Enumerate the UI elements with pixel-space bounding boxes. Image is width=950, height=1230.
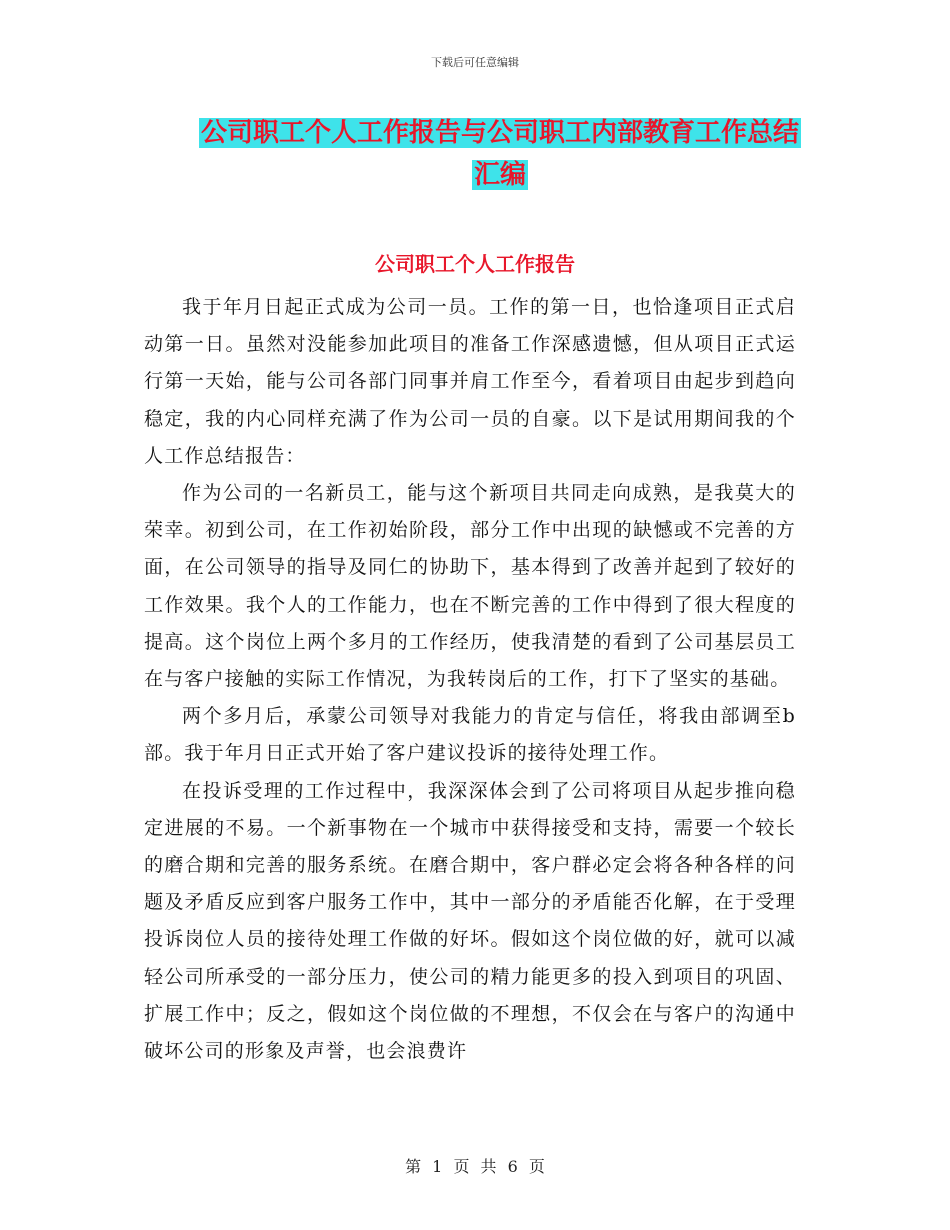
document-title (195, 112, 805, 196)
document-title-line-1: 公司职工个人工作报告与公司职工内部教育工作总结 (200, 118, 799, 148)
paragraph: 两个多月后，承蒙公司领导对我能力的肯定与信任，将我由部调至b部。我于年月日正式开始了客户建议投诉的接待处理工作。 (144, 705, 796, 765)
section-title: 公司职工个人工作报告 (375, 252, 575, 276)
paragraph: 我于年月日起正式成为公司一员。工作的第一日，也恰逢项目正式启动第一日。虽然对没能参加此项目的准备工作深感遗憾，但从项目正式运行第一天始，能与公司各部门同事并肩工作至今，看着项目由起步到趋向稳定，我的内心同样充满了作为公司一员的自豪。以下是试用期间我的个人工作总结报告： (144, 296, 796, 467)
paragraph: 在投诉受理的工作过程中，我深深体会到了公司将项目从起步推向稳定进展的不易。一个新事物在一个城市中获得接受和支持，需要一个较长的磨合期和完善的服务系统。在磨合期中，客户群必定会将各种各样的问题及矛盾反应到客户服务工作中，其中一部分的矛盾能否化解，在于受理投诉岗位人员的接待处理工作做的好坏。假如这个岗位做的好，就可以减轻公司所承受的一部分压力，使公司的精力能更多的投入到项目的巩固、扩展工作中；反之，假如这个岗位做的不理想，不仅会在与客户的沟通中破坏公司的形象及声誉，也会浪费许 (144, 779, 796, 1063)
body-text (144, 289, 796, 1070)
paragraph: 作为公司的一名新员工，能与这个新项目共同走向成熟，是我莫大的荣幸。初到公司，在工作初始阶段，部分工作中出现的缺憾或不完善的方面，在公司领导的指导及同仁的协助下，基本得到了改善并起到了较好的工作效果。我个人的工作能力，也在不断完善的工作中得到了很大程度的提高。这个岗位上两个多月的工作经历，使我清楚的看到了公司基层员工在与客户接触的实际工作情况，为我转岗后的工作，打下了坚实的基础。 (144, 482, 796, 691)
document-title-line-2: 汇编 (473, 160, 526, 190)
page-footer: 第 1 页 共 6 页 (405, 1157, 545, 1176)
header-note: 下载后可任意编辑 (431, 56, 519, 69)
